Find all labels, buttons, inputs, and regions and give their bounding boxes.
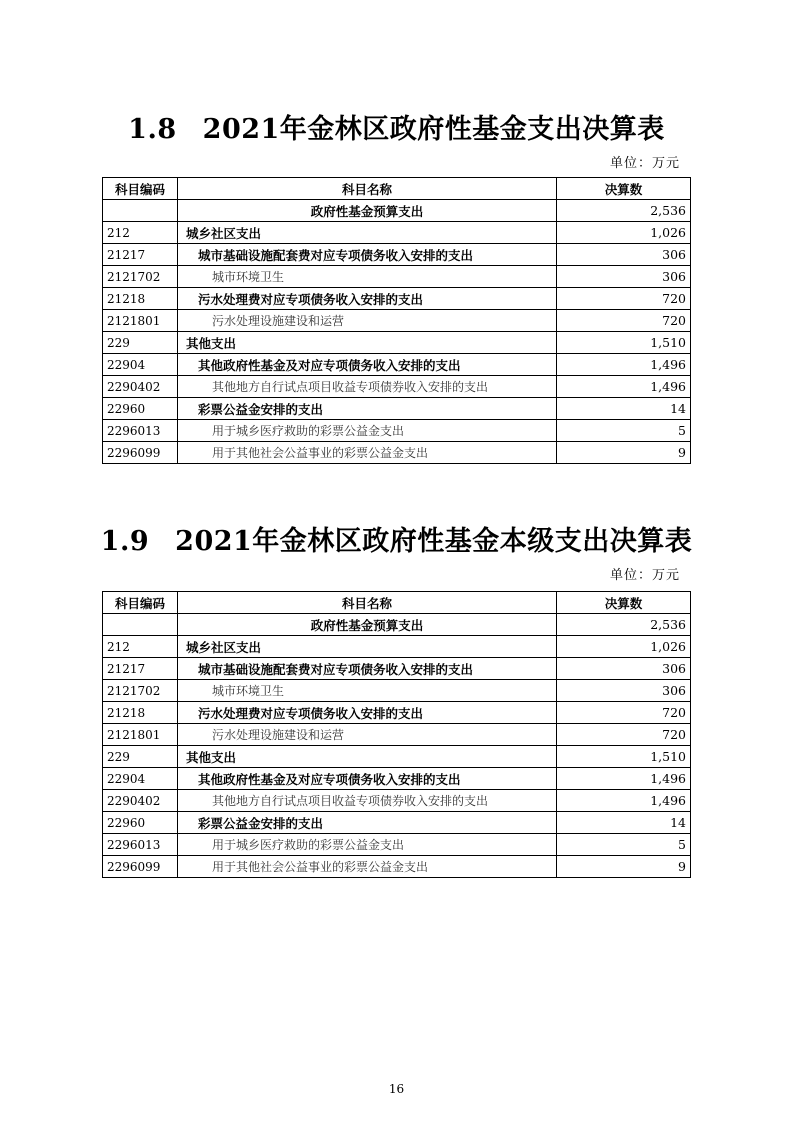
- final-amount: 1,510: [557, 332, 691, 354]
- header-amount: 决算数: [557, 592, 691, 614]
- table-number: 1.8: [128, 114, 177, 145]
- subject-name: 其他地方自行试点项目收益专项债券收入安排的支出: [178, 376, 557, 398]
- subject-code: 21217: [103, 244, 178, 266]
- subject-name: 污水处理设施建设和运营: [178, 724, 557, 746]
- header-code: 科目编码: [103, 592, 178, 614]
- table-row: [103, 222, 691, 244]
- final-amount: 1,510: [557, 746, 691, 768]
- subject-code: 2290402: [103, 376, 178, 398]
- final-amount: 306: [557, 658, 691, 680]
- subject-code: 212: [103, 636, 178, 658]
- unit-label: 单位：万元: [609, 156, 680, 171]
- final-amount: 1,026: [557, 636, 691, 658]
- subject-name: 其他支出: [178, 746, 557, 768]
- final-amount: 2,536: [557, 200, 691, 222]
- subject-code: 22960: [103, 812, 178, 834]
- header-name: 科目名称: [178, 178, 557, 200]
- subject-code: [103, 614, 178, 636]
- table-body: [103, 200, 691, 464]
- final-amount: 9: [557, 856, 691, 878]
- subject-name: 用于其他社会公益事业的彩票公益金支出: [178, 442, 557, 464]
- final-amount: 1,496: [557, 768, 691, 790]
- table-number: 1.9: [100, 526, 150, 557]
- table-row: [103, 768, 691, 790]
- subject-name: 用于城乡医疗救助的彩票公益金支出: [178, 420, 557, 442]
- header-row: [103, 178, 691, 200]
- table-row: [103, 398, 691, 420]
- final-amount: 720: [557, 724, 691, 746]
- table-row: [103, 420, 691, 442]
- final-amount: 1,496: [557, 354, 691, 376]
- table-row: [103, 724, 691, 746]
- final-amount: 720: [557, 702, 691, 724]
- header-row: [103, 592, 691, 614]
- header-amount: 决算数: [557, 178, 691, 200]
- table-row: [103, 746, 691, 768]
- expenditure-table: [102, 591, 691, 878]
- final-amount: 9: [557, 442, 691, 464]
- table-row: [103, 614, 691, 636]
- subject-name: 其他支出: [178, 332, 557, 354]
- table-row: [103, 244, 691, 266]
- subject-name: 污水处理费对应专项债务收入安排的支出: [178, 702, 557, 724]
- subject-name: 城市基础设施配套费对应专项债务收入安排的支出: [178, 658, 557, 680]
- subject-code: 2290402: [103, 790, 178, 812]
- table-row: [103, 288, 691, 310]
- table-row: [103, 658, 691, 680]
- subject-name: 用于其他社会公益事业的彩票公益金支出: [178, 856, 557, 878]
- subject-code: 2296013: [103, 420, 178, 442]
- subject-name: 用于城乡医疗救助的彩票公益金支出: [178, 834, 557, 856]
- table-body: [103, 614, 691, 878]
- subject-name: 污水处理设施建设和运营: [178, 310, 557, 332]
- final-amount: 720: [557, 288, 691, 310]
- subject-code: 229: [103, 332, 178, 354]
- subject-code: 21218: [103, 702, 178, 724]
- subject-code: [103, 200, 178, 222]
- final-amount: 2,536: [557, 614, 691, 636]
- final-amount: 14: [557, 398, 691, 420]
- subject-code: 22960: [103, 398, 178, 420]
- unit-label: 单位：万元: [609, 568, 680, 583]
- table-row: [103, 856, 691, 878]
- table-row: [103, 354, 691, 376]
- final-amount: 1,026: [557, 222, 691, 244]
- subject-code: 2296013: [103, 834, 178, 856]
- table-title: [0, 519, 793, 558]
- final-amount: 306: [557, 244, 691, 266]
- subject-code: 212: [103, 222, 178, 244]
- table-row: [103, 332, 691, 354]
- final-amount: 720: [557, 310, 691, 332]
- subject-code: 2121801: [103, 310, 178, 332]
- header-name: 科目名称: [178, 592, 557, 614]
- subject-code: 2121702: [103, 266, 178, 288]
- table-row: [103, 376, 691, 398]
- subject-code: 2121702: [103, 680, 178, 702]
- final-amount: 1,496: [557, 376, 691, 398]
- subject-name: 其他政府性基金及对应专项债务收入安排的支出: [178, 768, 557, 790]
- final-amount: 5: [557, 420, 691, 442]
- table-row: [103, 266, 691, 288]
- final-amount: 14: [557, 812, 691, 834]
- subject-name: 城乡社区支出: [178, 222, 557, 244]
- subject-code: 229: [103, 746, 178, 768]
- table-row: [103, 680, 691, 702]
- table-row: [103, 442, 691, 464]
- table-row: [103, 812, 691, 834]
- table-title-text: 2021年金林区政府性基金本级支出决算表: [175, 526, 693, 557]
- subject-name: 政府性基金预算支出: [178, 614, 557, 636]
- page-number: 16: [388, 1082, 405, 1096]
- subject-code: 2121801: [103, 724, 178, 746]
- table-row: [103, 636, 691, 658]
- final-amount: 306: [557, 680, 691, 702]
- subject-name: 城市环境卫生: [178, 680, 557, 702]
- subject-name: 其他政府性基金及对应专项债务收入安排的支出: [178, 354, 557, 376]
- subject-name: 彩票公益金安排的支出: [178, 812, 557, 834]
- table-row: [103, 702, 691, 724]
- subject-name: 城市环境卫生: [178, 266, 557, 288]
- subject-code: 22904: [103, 768, 178, 790]
- subject-name: 城市基础设施配套费对应专项债务收入安排的支出: [178, 244, 557, 266]
- subject-code: 22904: [103, 354, 178, 376]
- table-row: [103, 200, 691, 222]
- subject-name: 其他地方自行试点项目收益专项债券收入安排的支出: [178, 790, 557, 812]
- subject-name: 政府性基金预算支出: [178, 200, 557, 222]
- subject-code: 2296099: [103, 856, 178, 878]
- expenditure-table: [102, 177, 691, 464]
- header-code: 科目编码: [103, 178, 178, 200]
- final-amount: 5: [557, 834, 691, 856]
- subject-name: 城乡社区支出: [178, 636, 557, 658]
- subject-name: 彩票公益金安排的支出: [178, 398, 557, 420]
- final-amount: 306: [557, 266, 691, 288]
- subject-code: 21218: [103, 288, 178, 310]
- subject-code: 21217: [103, 658, 178, 680]
- table-title-text: 2021年金林区政府性基金支出决算表: [202, 114, 665, 145]
- subject-name: 污水处理费对应专项债务收入安排的支出: [178, 288, 557, 310]
- table-row: [103, 310, 691, 332]
- table-row: [103, 790, 691, 812]
- table-title: [0, 107, 793, 146]
- final-amount: 1,496: [557, 790, 691, 812]
- table-row: [103, 834, 691, 856]
- subject-code: 2296099: [103, 442, 178, 464]
